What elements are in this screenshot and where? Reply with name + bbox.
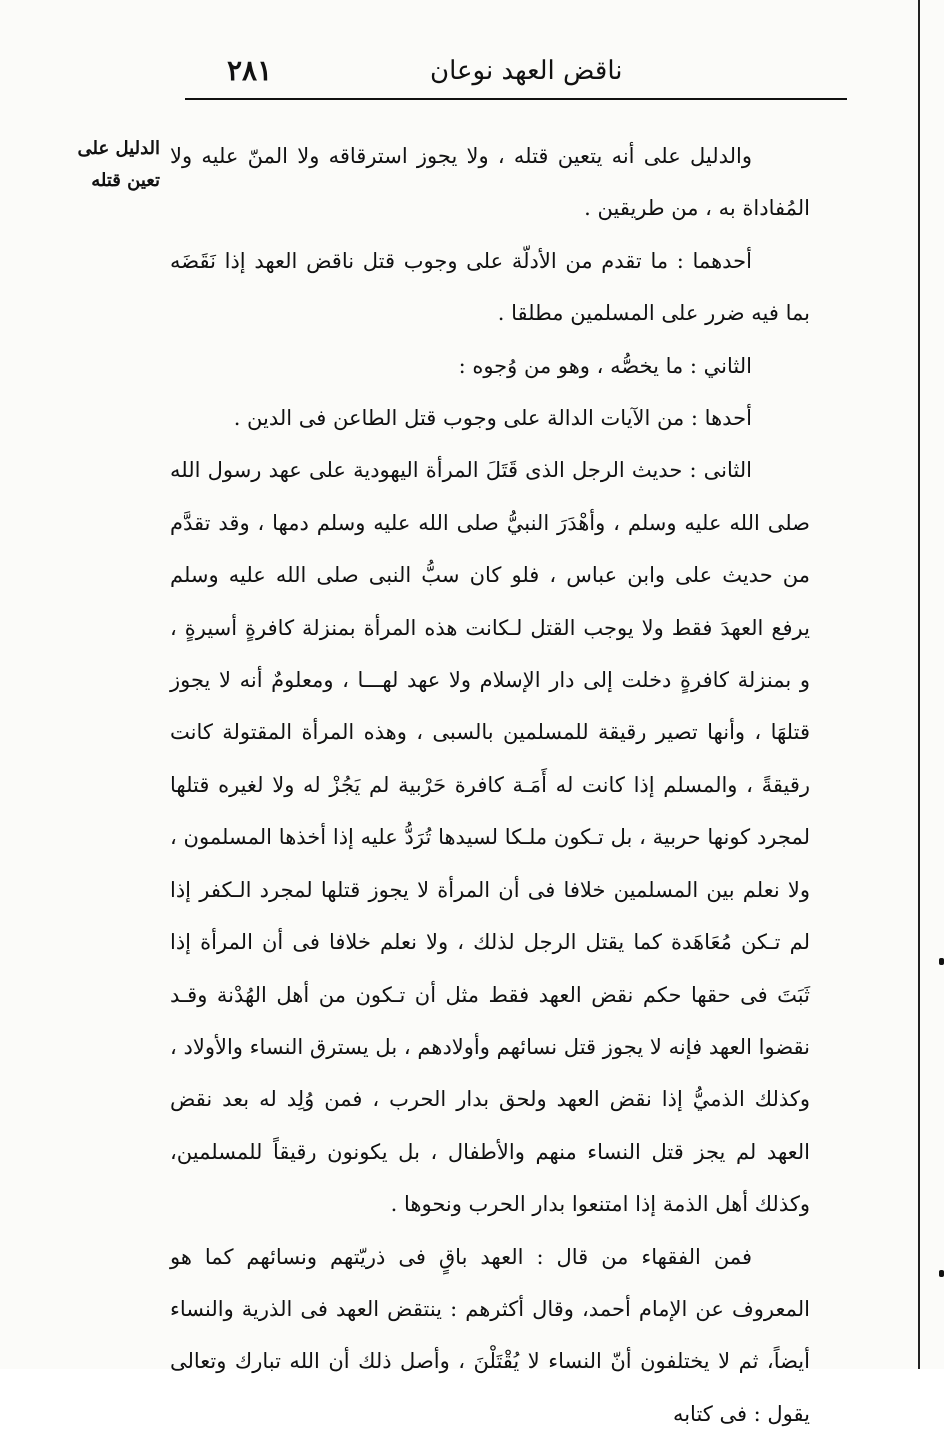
margin-note-line: الدليل على — [77, 138, 160, 159]
paragraph: أحدهما : ما تقدم من الأدلّة على وجوب قتل ناقض العهد إذا نَقَضَه بما فيه ضرر على المسلمين مطلقا . — [170, 248, 810, 326]
margin-note-line: تعين قتله — [91, 170, 160, 191]
header-rule — [185, 98, 847, 100]
paragraph: فمن الفقهاء من قال : العهد باقٍ فى ذريّتهم ونسائهم كما هو المعروف عن الإمام أحمد، وقال أكثرهم : ينتقض العهد فى الذرية والنساء أيضاً، ثم لا يختلفون أنّ النساء لا يُقْتَلْنَ ، وأصل ذلك أن الله تبارك وتعالى يقول : فى كتابه — [170, 1244, 810, 1426]
paragraph: الثانى : حديث الرجل الذى قَتَلَ المرأة اليهودية على عهد رسول الله صلى الله عليه وسلم ، وأهْدَرَ النبيُّ صلى الله عليه وسلم دمها ، وقد تقدَّم من حديث على وابن عباس ، فلو كان سبُّ النبى صلى الله عليه وسلم يرفع العهدَ فقط ولا يوجب القتل لـكانت هذه المرأة بمنزلة كافرةٍ أسيرةٍ ، و بمنزلة كافرةٍ دخلت إلى دار الإسلام ولا عهد لهـــا ، ومعلومٌ أنه لا يجوز قتلهَا ، وأنها تصير رقيقة للمسلمين بالسبى ، وهذه المرأة المقتولة كانت رقيقةً ، والمسلم إذا كانت له أَمَـة كافرة حَرْبية لم يَجُزْ له ولا لغيره قتلها لمجرد كونها حربية ، بل تـكون ملـكا لسيدها تُرَدُّ عليه إذا أخذها المسلمون ، ولا نعلم بين المسلمين خلافا فى أن المرأة لا يجوز قتلها لمجرد الـكفر إذا لم تـكن مُعَاهَدة كما يقتل الرجل لذلك ، ولا نعلم خلافا فى أن المرأة إذا ثَبَتَ فى حقها حكم نقض العهد فقط مثل أن تـكون من أهل الهُدْنة وقـد نقضوا العهد فإنه لا يجوز قتل نسائهم وأولادهم ، بل يسترق النساء والأولاد ، وكذلك الذميُّ إذا نقض العهد ولحق بدار الحرب ، فمن وُلِد له بعد نقض العهد لم يجز قتل النساء منهم والأطفال ، بل يكونون رقيقاً للمسلمين، وكذلك أهل الذمة إذا امتنعوا بدار الحرب ونحوها . — [170, 458, 810, 1217]
scan-mark — [939, 958, 944, 965]
margin-note — [68, 133, 160, 197]
paragraph: أحدها : من الآيات الدالة على وجوب قتل الطاعن فى الدين . — [233, 406, 752, 431]
scan-mark — [939, 1270, 944, 1277]
page-header — [185, 48, 847, 100]
running-title: ناقض العهد نوعان — [430, 56, 623, 86]
main-text — [170, 130, 810, 1440]
paragraph: والدليل على أنه يتعين قتله ، ولا يجوز استرقاقه ولا المنّ عليه ولا المُفاداة به ، من طريقين . — [170, 144, 810, 221]
paragraph: الثاني : ما يخصُّه ، وهو من وُجوه : — [458, 353, 752, 378]
page-number: ٢٨١ — [227, 54, 273, 87]
page-edge-line — [918, 0, 920, 1369]
